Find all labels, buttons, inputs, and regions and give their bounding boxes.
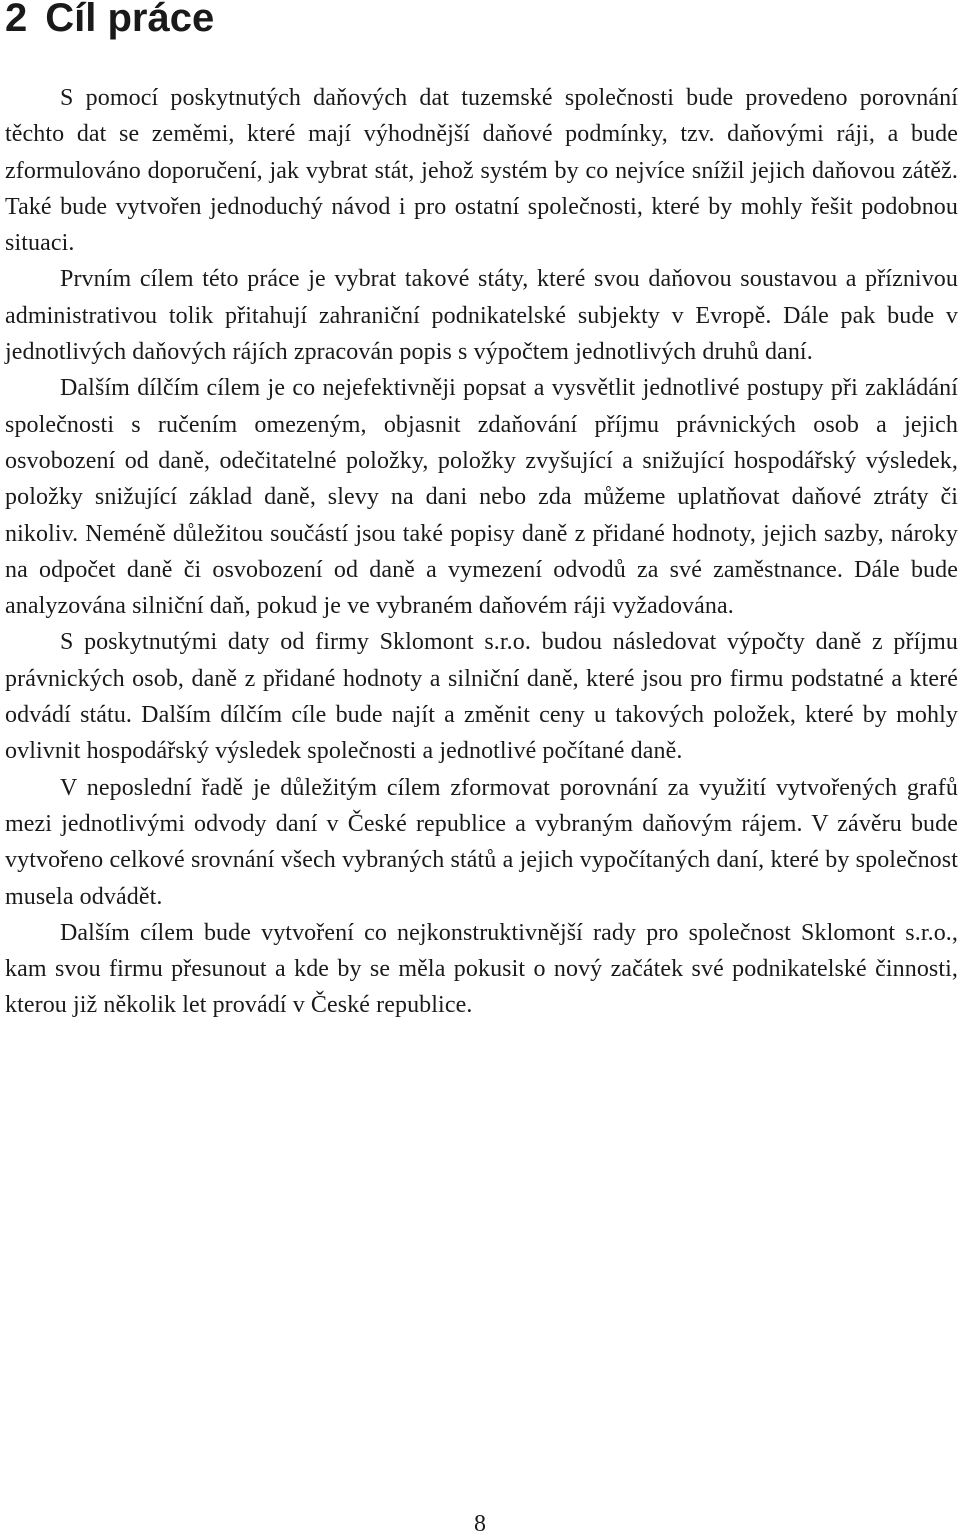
paragraph-intro: S pomocí poskytnutých daňových dat tuzemské společnosti bude provedeno porovnání těchto dat se zeměmi, které mají výhodnější daňové podmínky, tzv. daňovými ráji, a bude zformulováno doporučení, jak vybrat stát, jehož systém by co nejvíce snížil jejich daňovou zátěž. Také bude vytvořen jednoduchý návod i pro ostatní společnosti, které by mohly řešit podobnou situaci. <box>5 85 958 257</box>
page-number: 8 <box>474 1511 486 1537</box>
paragraph-partial-goal: Dalším dílčím cílem je co nejefektivněji popsat a vysvětlit jednotlivé postupy při zakládání společnosti s ručením omezeným, objasnit zdaňování příjmu právnických osob a jejich osvobození od daně, odečitatelné položky, položky zvyšující a snižující hospodářský výsledek, položky snižující základ daně, slevy na dani nebo zda můžeme uplatňovat daňové ztráty či nikoliv. Neméně důležitou součástí jsou také popisy daně z přidané hodnoty, jejich sazby, nároky na odpočet daně či osvobození od daně a vymezení odvodů za své zaměstnance. Dále bude analyzována silniční daň, pokud je ve vybraném daňovém ráji vyžadována. <box>5 375 958 620</box>
paragraph-recommendation: Dalším cílem bude vytvoření co nejkonstruktivnější rady pro společnost Sklomont s.r.o., kam svou firmu přesunout a kde by se měla pokusit o nový začátek své podnikatelské činnosti, kterou již několik let provádí v České republice. <box>5 919 958 1019</box>
chapter-heading <box>5 0 214 42</box>
paragraph-first-goal: Prvním cílem této práce je vybrat takové státy, které svou daňovou soustavou a příznivou administrativou tolik přitahují zahraniční podnikatelské subjekty v Evropě. Dále pak bude v jednotlivých daňových rájích zpracován popis s výpočtem jednotlivých druhů daní. <box>5 266 958 366</box>
chapter-number: 2 <box>5 0 28 40</box>
chapter-title: Cíl práce <box>45 0 215 40</box>
paragraph-calculations: S poskytnutými daty od firmy Sklomont s.r.o. budou následovat výpočty daně z příjmu právnických osob, daně z přidané hodnoty a silniční daně, které jsou pro firmu podstatné a které odvádí státu. Dalším dílčím cíle bude najít a změnit ceny u takových položek, které by mohly ovlivnit hospodářský výsledek společnosti a jednotlivé počítané daně. <box>5 629 958 765</box>
chapter-body <box>5 80 958 1024</box>
paragraph-comparison: V neposlední řadě je důležitým cílem zformovat porovnání za využití vytvořených grafů mezi jednotlivými odvody daní v České republice a vybraným daňovým rájem. V závěru bude vytvořeno celkové srovnání všech vybraných států a jejich vypočítaných daní, které by společnost musela odvádět. <box>5 774 958 910</box>
